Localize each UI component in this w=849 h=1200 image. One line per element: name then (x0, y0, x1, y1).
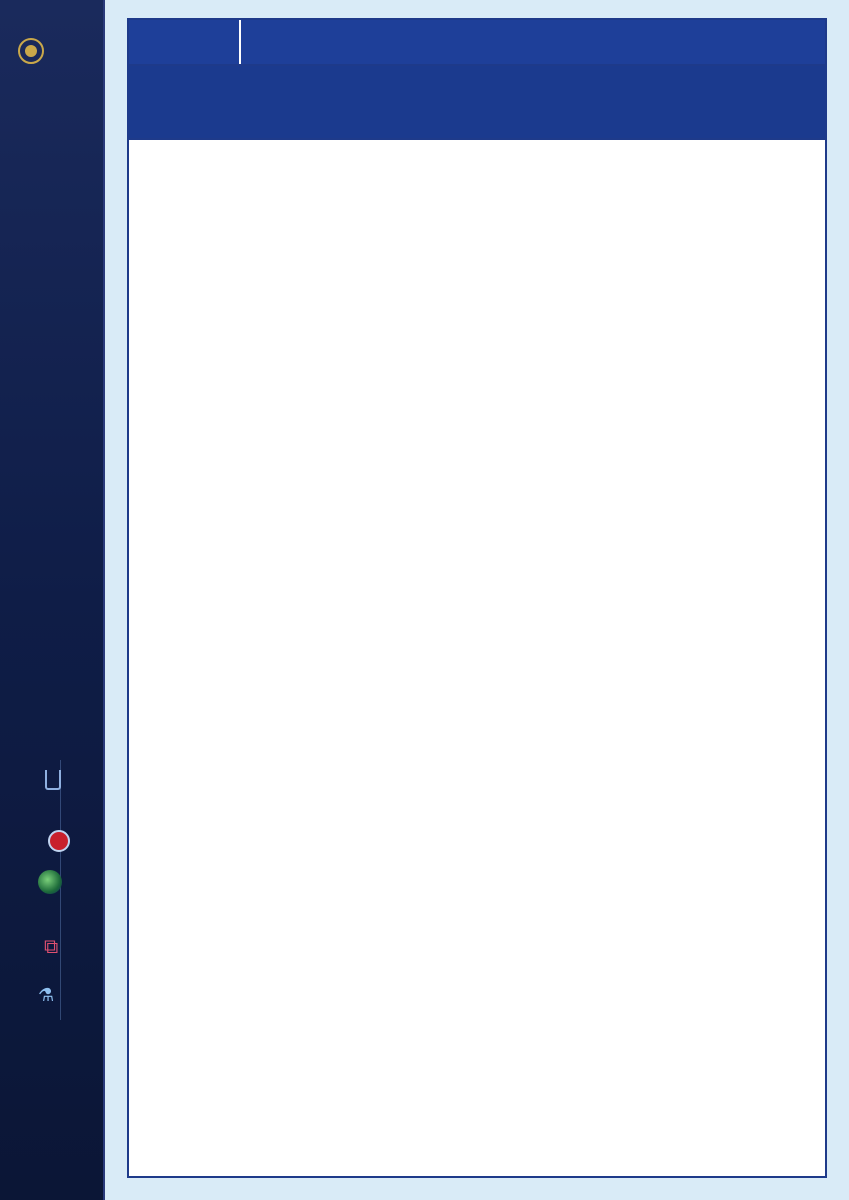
header-time (129, 20, 239, 64)
circuit-decoration (60, 760, 101, 1020)
flask-icon (48, 830, 70, 852)
symposium-title (14, 712, 15, 713)
university-seal-icon (18, 38, 44, 64)
header-content (241, 20, 825, 64)
sidebar-edge (103, 0, 105, 1200)
sidebar (0, 0, 103, 1200)
test-tube-icon (45, 770, 61, 790)
session-banner (129, 66, 825, 140)
table-header (129, 20, 825, 66)
dna-icon: ⧉ (44, 936, 59, 958)
globe-icon (38, 870, 62, 894)
microscope-icon: ⚗ (38, 985, 55, 1005)
schedule-table (127, 18, 827, 1178)
